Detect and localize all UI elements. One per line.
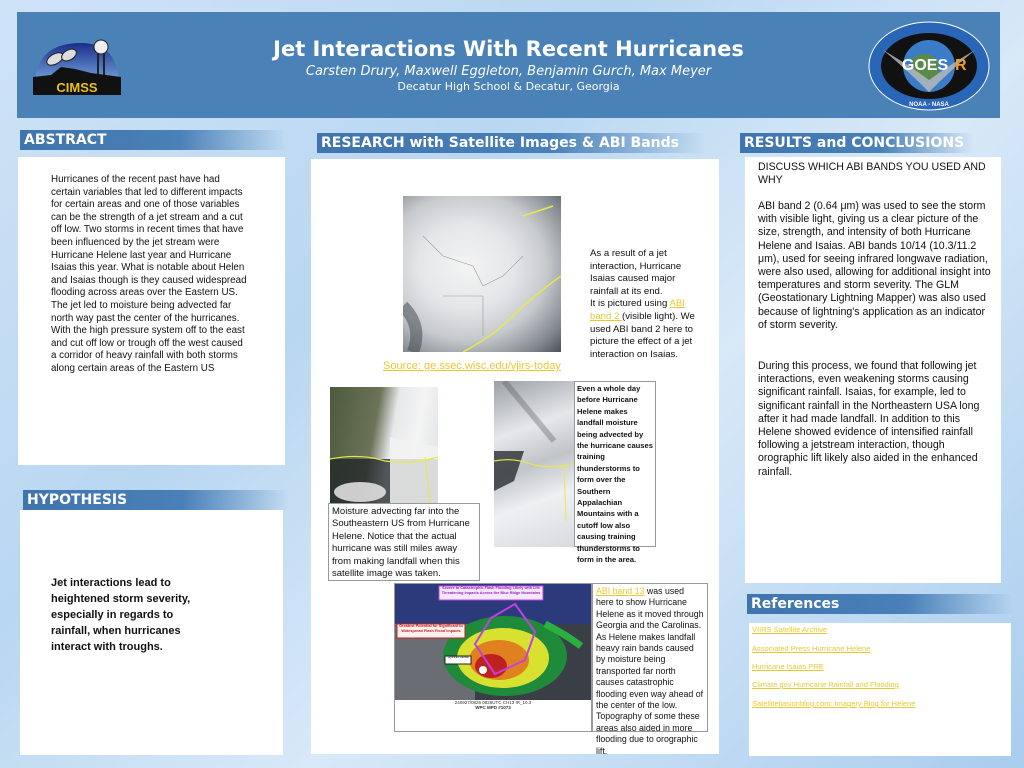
wpc-map-note-greatest: Greatest Potential for Significant to Widespread Flash Flood Impacts <box>399 624 463 633</box>
hypothesis-panel <box>20 510 283 755</box>
goes-r-logo <box>867 20 991 112</box>
band13-caption <box>592 583 708 756</box>
results-para-bands: ABI band 2 (0.64 μm) was used to see the storm with visible light, giving us a clear picture of the size, strength, and intensity of both Hurricane Helene and Isaias. ABI bands 10/14 (10.3/11.2 μm), used for seeing infrared longwave radiation, were also used, allowing for additional insight into temperatures and storm severity. The GLM (Geostationary Lightning Mapper) was also used because of lightning's application as an indicator of storm severity. <box>758 200 991 331</box>
poster-title: Jet Interactions With Recent Hurricanes <box>273 37 744 61</box>
results-heading: RESULTS and CONCLUSIONS <box>740 133 974 153</box>
reference-link[interactable]: Satelliteliasionblog.com: Imagery Blog for Helene <box>752 699 916 708</box>
wpc-map-stamp: 240927/0826 0826UTC CH13 IR_10.3 <box>454 700 532 705</box>
reference-link[interactable]: VIIRS Satellite Archive <box>752 625 828 634</box>
helene-landfall-satellite-image <box>494 381 575 547</box>
svg-text:NOAA - NASA: NOAA - NASA <box>909 102 949 108</box>
references-heading: References <box>747 594 1013 614</box>
poster-authors: Carsten Drury, Maxwell Eggleton, Benjamin Gurch, Max Meyer <box>305 64 712 79</box>
results-para-findings: During this process, we found that following jet interactions, even weakening storms causing significant rainfall. Isaias, for example, led to significant rainfall in the Northeastern USA long after it had made landfall. In addition to this Helene showed evidence of intensified rainfall following a jetstream interaction, though orographic lift likely also aided in the enhanced rainfall. <box>758 360 980 478</box>
results-panel <box>745 157 1001 583</box>
helene-moisture-satellite-image <box>330 387 438 503</box>
hypothesis-text: Jet interactions lead to heightened storm severity, especially in regards to rainfall, when hurricanes interact with troughs. <box>51 577 191 653</box>
helene-left-map-overlay <box>330 387 438 503</box>
reference-link[interactable]: Hurricane Isaias PRE <box>752 662 824 671</box>
reference-link[interactable]: Climate.gov Hurricane Rainfall and Flooding <box>752 680 899 689</box>
helene-ir-band13-image <box>395 584 591 700</box>
helene-moisture-caption: Moisture advecting far into the Southeastern US from Hurricane Helene. Notice that the actual hurricane was still miles away from making landfall when this satellite image was taken. <box>328 503 480 581</box>
isaias-map-overlay <box>403 196 561 352</box>
references-panel <box>749 623 1011 756</box>
poster-school: Decatur High School & Decatur, Georgia <box>397 80 620 93</box>
title-banner <box>17 12 1000 118</box>
wpc-map-note-significant: Significant Rainfall <box>447 656 469 659</box>
wpc-map-banner: Severe to Catastrophic Flash Flooding Likely with Life Threatening Impacts Across the Blue Ridge Mountains <box>441 586 541 595</box>
abi-band-13-link[interactable]: ABI band 13 <box>596 586 645 596</box>
reference-link[interactable]: Associated Press Hurricane Helene <box>752 644 871 653</box>
abi-band-2-link[interactable]: ABI band 2 <box>590 298 685 322</box>
svg-text:GOES: GOES <box>901 57 949 74</box>
isaias-caption <box>590 248 702 361</box>
abstract-heading: ABSTRACT <box>20 130 286 150</box>
wpc-map-id: WPC MPD #1073 <box>475 705 511 710</box>
abstract-panel <box>18 157 285 465</box>
helene-ir-overlay <box>395 584 591 700</box>
research-heading: RESEARCH with Satellite Images & ABI Bands <box>317 133 706 153</box>
isaias-satellite-image <box>403 196 561 352</box>
helene-right-map-overlay <box>494 381 575 547</box>
isaias-caption-post: (visible light). We used ABI band 2 here to picture the effect of a jet interaction on Isaias. <box>590 310 695 360</box>
goes-r-logo-icon <box>867 20 991 112</box>
isaias-caption-pre: As a result of a jet interaction, Hurricane Isaias caused major rainfall at its end. It is pictured using <box>590 248 682 310</box>
cimss-logo-text: CIMSS <box>56 80 98 95</box>
abstract-text: Hurricanes of the recent past have had certain variables that led to different impacts for certain areas and one of those variables can be the strength of a jet stream and a cut off low. Two storms in recent times that have been influenced by the jet stream were Hurricane Helene last year and Hurricane Isaias this year. What is notable about Helen and Isaias though is they caused widespread flooding across areas over the Eastern US. The jet led to moisture being advected far north way past the center of the hurricanes. With the high pressure system off to the east and cut off low or trough off the west caused a corridor of heavy rainfall with both storms along certain areas of the Eastern US <box>51 174 247 374</box>
helene-landfall-caption: Even a whole day before Hurricane Helene makes landfall moisture being advected by the hurricane causes training thunderstorms to form over the Southern Appalachian Mountains with a cutoff low also causing training thunderstorms to form in the area. <box>574 381 656 547</box>
svg-text:R: R <box>955 57 967 74</box>
band13-caption-text: was used here to show Hurricane Helene as it moved through Georgia and the Carolinas. As Helene makes landfall heavy rain bands caused by moisture being transported far north causes catastrophic flooding even way ahead of the center of the low. Topography of some these areas also aided in more flooding due to orographic lift. <box>596 586 704 756</box>
results-prompt: DISCUSS WHICH ABI BANDS YOU USED AND WHY <box>758 161 986 187</box>
source-link[interactable]: Source: ge.ssec.wisc.edu/vjirs-today <box>383 360 561 372</box>
hypothesis-heading: HYPOTHESIS <box>23 490 289 510</box>
